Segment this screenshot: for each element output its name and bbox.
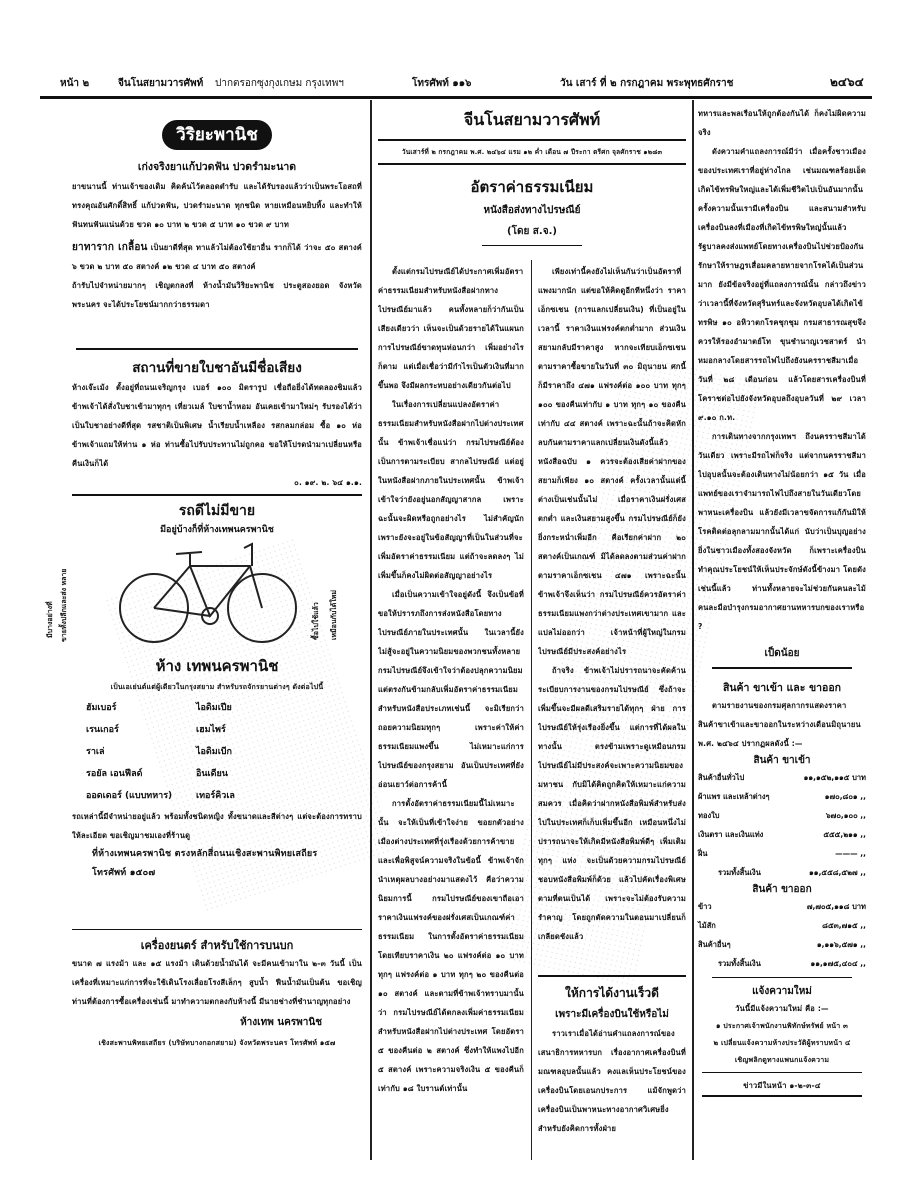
column-divider xyxy=(531,260,532,1160)
side-caption-left: มีบางอย่างที่ xyxy=(46,601,54,638)
store-phone: โทรศัพท์ ๑๕๐๗ xyxy=(92,868,156,878)
box-note: ข่าวมีในหน้า ๑-๒-๓-๔ xyxy=(743,1081,821,1090)
phone: โทรศัพท์ ๑๑๖ xyxy=(412,78,472,89)
imports-table xyxy=(698,768,866,882)
column-divider xyxy=(370,100,372,1160)
ad-sub: ยาทาราก เกลื้อน เป็นยาดีที่สุด ทาแล้วไม่ต้องใช้ยาอื่น รากก็ได้ ว่าจะ ๕๐ สตางค์ ๖ ขวด ๒ บาท ๕๐ สตางค์ ๑๒ ขวด ๔ บาท ๕๐ สตางค์ ถ้ารับไปจำหน่ายมากๆ เชิญตกลงที่ ห้างน้ำมันวิริยะพานิช ประตูสองยอด จังหวัดพระนคร จะได้ประโยชน์มากกว่าธรรมดา xyxy=(72,238,362,314)
section-rule xyxy=(702,1095,862,1097)
issue-date: วัน เสาร์ ที่ ๒ กรกฎาคม พระพุทธศักราช xyxy=(560,78,734,89)
table-row: สินค้าอื่นทั่วไป ๑๑,๑๕๒,๑๑๕ บาท xyxy=(698,773,866,782)
paper-name: จีนโนสยามวารศัพท์ xyxy=(118,78,204,89)
header-rule xyxy=(40,96,872,99)
table-row: ทองใบ ๖๗๐,๑๐๐ ,, xyxy=(698,811,866,820)
middle-column xyxy=(378,104,686,254)
article-continuation: ทหารและพลเรือนให้ถูกต้องกันได้ ก็คงไม่ผิดความจริง ดังความคำแถลงการณ์มีว่า เมื่อครั้งชาวเมืองของประเทศเราที่อยู่ห่างไกล เช่นมณฑลร้อยเอ็ดเกิดไข้ทรพิษใหญ่และได้เพิ่มชีวิตไปเป็นอันมากนั้น ครั้งความนั้นเรามีเครื่องบิน และสนามสำหรับเครื่องบินลงที่เมืองที่เกิดไข้ทรพิษใหญ่นั้นแล้ว รัฐบาลคงส่งแพทย์โดยทางเครื่องบินไปช่วยป้องกันรักษาให้ราษฎรเสื่อมคลายหายจากโรคได้เป็นส่วนมาก ยังมีข้อจริงอยู่ที่แถลงการณ์นั้น กล่าวถึงข่าวว่าเวลานี้ที่จังหวัดสุรินทร์และจังหวัดอุบลได้เกิดไข้ทรพิษ ๑๐ อหิวาตกโรคชุกชุม กรมสาธารณสุขจึงควรให้รองอำมาตย์โท ขุนชำนาญเวชสาตร์ นำหมอกลางโดยสารรถไฟไปถึงยังนครราชสีมาเมื่อวันที่ ๒๘ เดือนก่อน แล้วโดยสารเครื่องบินที่โคราชต่อไปยังจังหวัดอุบลถึงอุบลวันที่ ๒๙ เวลา ๙.๑๐ ก.ท. การเดินทางจากกรุงเทพฯ ถึงนครราชสีมาได้วันเดียว เพราะมีรถไฟก็จริง แต่จากนครราชสีมาไปอุบลนั้นจะต้องเดินทางไม่น้อยกว่า ๑๕ วัน เมื่อแพทย์ของเราจำมารถไฟไปถึงสายในวันเดียวโดยพาหนะเครื่องบิน แล้วยังมีเวลาขจัดการแก้กันมิให้โรคติดต่อลุกลามมากนั้นได้แก่ นับว่าเป็นบุญอย่างยิ่งในชาวเมืองทั้งสองจังหวัด ก็เพราะเครื่องบินทำคุณประโยชน์ให้เห็นประจักษ์ดังนี้ข้างมา โดยดังเช่นนี้แล้ว ท่านทั้งหลายจะไม่ช่วยกันคนละไม้คนละมือบำรุงกรมอากาศยานทหารบกของเราหรือ ? xyxy=(698,109,866,631)
address: ปากตรอกซุงกุงเกษม กรุงเทพฯ xyxy=(215,78,344,89)
brand-item: เฮมไพร์ xyxy=(196,725,226,735)
section-rule xyxy=(72,494,362,496)
byline: (โดย ส.จ.) xyxy=(507,226,557,237)
article-col-a: ตั้งแต่กรมไปรษณีย์ได้ประกาศเพิ่มอัตราค่าธรรมเนียมสำหรับหนังสือฝากทางไปรษณีย์มาแล้ว คนทั้งหลายก็ว่ากันเป็นเสียงเดียวว่า เห็นจะเป็นด้วยรายได้ในแผนกการไปรษณีย์ขาดทุนห่อนกว่า เพิ่มอย่างไรก็ตาม แต่เมื่อเชื่อว่ามีกำไรเป็นตัวเงินที่มากขึ้นพอ จึงมีผลกระทบอย่างเดียวกันต่อไป ในเรื่องการเปลี่ยนแปลงอัตราค่าธรรมเนียมสำหรับหนังสือฝากไปต่างประเทศนั้น ข้าพเจ้าเชื่อแน่ว่า กรมไปรษณีย์ต้องเป็นการตามระเบียบ สากลไปรษณีย์ แต่อยู่ในหนังสือฝากภายในประเทศนั้น ข้าพเจ้าเข้าใจว่ายังอยู่นอกสัญญาสากล เพราะฉะนั้นจะผิดหรือถูกอย่างไร ไม่สำคัญนัก เพราะยังจะอยู่ในข้อสัญญาที่เป็นในส่วนที่จะเพิ่มอัตราค่าธรรมเนียม แต่ถ้าจะลดลงๆ ไม่เพิ่มขึ้นก็คงไม่ผิดต่อสัญญาอย่างไร เมื่อเป็นความเข้าใจอยู่ดังนี้ จึงเป็นข้อที่ขอให้ปรารภถึงการส่งหนังสือโดยทางไปรษณีย์ภายในประเทศนั้น ในเวลานี้ยังไม่สู้จะอยู่ในความนิยมของพวกชนทั้งหลาย กรมไปรษณีย์จึงเข้าใจว่าต้องปลุกความนิยม แต่ตรงกันข้ามกลับเพิ่มอัตราค่าธรรมเนียมสำหรับหนังสือประเภทเช่นนี้ จะมิเรียกว่าถอยความนิยมทุกๆ เพราะค่าให้ค่าธรรมเนียมแพงขึ้น ไม่เหมาะแก่การไปรษณีย์ของกรุงสยาม อันเป็นประเทศที่ยังอ่อนเยาว์ต่อการค้านี้ การตั้งอัตราค่าธรรมเนียมนี้ไม่เหมาะนั้น จะให้เป็นที่เข้าใจง่าย ขอยกตัวอย่างเมืองต่างประเทศที่รุ่งเรืองด้วยการค้าขาย และเพื่อพิสูจน์ความจริงในข้อนี้ ข้าพเจ้าจักนำเหตุผลบางอย่างมาแสดงไว้ คือว่าความนิยมการนี้ กรมไปรษณีย์ของเขาถือเอาราคาเงินแฟรงค์ของฝรั่งเศสเป็นเกณฑ์ค่าธรรมเนียม ในการตั้งอัตราค่าธรรมเนียม โดยเทียบราคาเงิน ๒๐ แฟรงค์ต่อ ๑๐ บาท ทุกๆ แฟรงค์ต่อ ๑ บาท ทุกๆ ๒๐ ของคืนต่อ ๑๐ สตางค์ และตามที่ข้าพเจ้าทราบมานั้นว่า กรมไปรษณีย์ได้ตกลงเพิ่มค่าธรรมเนียมสำหรับหนังสือฝากไปต่างประเทศ โดยอัตรา ๕ ของคืนต่อ ๒ สตางค์ ซึ่งทำให้แพงไปอีก ๕ สตางค์ เพราะความจริงเงิน ๕ ของคืนก็เท่ากับ ๑๘ ใบรานต์เท่านั้น xyxy=(378,267,524,1093)
article-signature: เป็ดน้อย xyxy=(764,648,800,659)
ad-body: ยาขนานนี้ ท่านเจ้าของเดิม คิดค้นไว้ตลอดตำรับ และได้รับรองแล้วว่าเป็นพระโอสถที่ทรงคุณอันศักดิ์สิทธิ์ แก้ปวดฟัน, ปวดรำมะนาด ทุกชนิด หายเหมือนหยิบทิ้ง และทำให้ฟันทนฟันแน่นด้วย ขวด ๑๐ บาท ๒ ขวด ๕ บาท ๑๐ ขวด ๙ บาท xyxy=(72,182,362,229)
brand-item: ราเล่ xyxy=(86,747,105,757)
ad-signature: ห้างเทพ นครพานิช xyxy=(240,1017,322,1028)
section-rule xyxy=(76,348,358,350)
brand-item: ฮัมเบอร์ xyxy=(86,703,117,713)
ad-footer: เชิงสะพานพิทยเสถียร (บริษัทบางกอกสยาม) จังหวัดพระนคร โทรศัพท์ ๑๕๗ xyxy=(98,1039,336,1047)
table-row: เงินตรา และเงินแท่ง ๕๕๕,๒๑๑ ,, xyxy=(698,830,866,839)
brand-list xyxy=(72,697,362,807)
side-caption-left: ขายทั้งปลีกและส่ง หลาย xyxy=(60,568,68,642)
bicycle-illustration xyxy=(46,536,362,654)
notice-item: ๒ เปลี่ยนแจ้งความห้างประวัติผู้ทราบหน้า ๔ xyxy=(713,1039,851,1047)
ad-title: เครื่องยนตร์ สำหรับใช้การบนบก xyxy=(140,939,294,952)
imports-title: สินค้า ขาเข้า xyxy=(753,755,811,766)
left-column xyxy=(46,110,363,1053)
table-row: ฝิ่น ——— ,, xyxy=(698,849,866,858)
notice-item: ๑ ประกาศเจ้าพนักงานพิทักษ์ทรัพย์ หน้า ๓ xyxy=(715,1022,848,1030)
brand-item: เรนเกอร์ xyxy=(86,725,119,735)
page-header xyxy=(40,72,870,94)
section-rule xyxy=(72,929,362,930)
side-caption-right: ซื้อไปใช้แล้ว xyxy=(312,602,320,640)
ad-body: รถเหล่านี้มีจำหน่ายอยู่แล้ว พร้อมทั้งชนิดหญิง ทั้งขนาดและสีต่างๆ แต่จะต้องการทราบให้ละเอียด ขอเชิญมาชมเองที่ร้านดู xyxy=(72,812,362,840)
notice-title: แจ้งความใหม่ xyxy=(752,986,812,997)
section-rule xyxy=(712,667,852,669)
ad-subtitle: มีอยู่บ้างก็ที่ห้างเทพนครพานิช xyxy=(160,525,274,535)
page-number: หน้า ๒ xyxy=(60,78,90,89)
store-desc: เป็นเอเย่นต์แต่ผู้เดียวในกรุงสยาม สำหรับรถจักรยานต่างๆ ดังต่อไปนี้ xyxy=(110,683,324,691)
exports-title: สินค้า ขาออก xyxy=(752,884,812,895)
ad-title: เก่งจริงยาแก้ปวดฟัน ปวดรำมะนาด xyxy=(137,161,297,173)
side-caption-right: เหมือนกับได้ใหม่ xyxy=(330,589,338,640)
article-title: อัตราค่าธรรมเนียม xyxy=(470,178,594,196)
section-rule xyxy=(538,975,686,977)
ad-sub-title: ยาทาราก เกลื้อน xyxy=(72,242,148,253)
table-row: สินค้าอื่นๆ ๑,๑๑๖,๕๗๑ ,, xyxy=(698,940,866,949)
brand-item: ไอดิมเปีย xyxy=(196,703,232,713)
brand-item: ไอดิมเบีก xyxy=(196,747,232,757)
brand-item: อินเดียน xyxy=(196,769,228,779)
brand-item: เทอร์คิวเล xyxy=(196,791,235,801)
ad-title: รถดีไม่มีขาย xyxy=(178,503,256,519)
store-name: ห้าง เทพนครพานิช xyxy=(155,657,279,675)
store-address: ที่ห้างเทพนครพานิช ตรงหลักสี่ถนนเชิงสะพานพิทยเสถียร xyxy=(92,849,318,859)
table-total-row: รวมทั้งสิ้นเงิน ๑๑,๕๕๘,๕๒๗ ,, xyxy=(718,868,866,877)
table-row: ไม้สัก ๘๕๓,๗๑๕ ,, xyxy=(698,921,866,930)
table-row: ข้าว ๗,๗๐๕,๑๑๘ บาท xyxy=(698,902,866,911)
trade-intro: ตามรายงานของกรมศุลกากรแสดงราคาสินค้าขาเข้าและขาออกในระหว่างเดือนมิถุนายน พ.ศ. ๒๔๖๔ ปรากฏผลดังนี้ :— xyxy=(698,701,861,748)
brand-item: รอยัล เอนฟีลด์ xyxy=(86,769,143,779)
dateline: วันเสาร์ที่ ๒ กรกฎาคม พ.ศ. ๒๔๖๔ แรม ๑๒ ค่ำ เดือน ๗ ปีระกา ตรีศก จุลศักราช ๑๒๘๓ xyxy=(401,148,663,156)
section-rule xyxy=(712,977,852,978)
issue-year: ๒๔๖๔ xyxy=(830,75,864,89)
notice-intro: วันนี้มีแจ้งความใหม่ คือ :— xyxy=(735,1004,829,1013)
masthead: จีนโนสยามวารศัพท์ xyxy=(463,110,601,129)
exports-table xyxy=(698,897,866,973)
article2 xyxy=(538,984,686,1138)
brand-logo: วิริยะพานิช xyxy=(162,120,272,150)
column-divider xyxy=(692,100,694,1160)
trade-title: สินค้า ขาเข้า และ ขาออก xyxy=(722,682,842,694)
ad-body: ห้างเจ๊ะเม้ง ตั้งอยู่ที่ถนนเจริญกรุง เบอร์ ๑๐๐ มิตรารูป เชื่อถือยิ่งได้ทดลองชิมแล้ว ข้าพเจ้าได้สั่งใบชาเข้ามาทุกๆ เที่ยวเมล์ ใบชาน้ำหอม อันเคยเข้ามาใหม่ๆ รับรองได้ว่าเป็นใบชาอย่างดีที่สุด รสชาติเป็นพิเศษ น้ำเรียบน้ำเหลือง รสกลมกล่อม ซื้อ ๑๐ ห่อ ข้าพเจ้าแถมให้ท่าน ๑ ห่อ ท่านซื้อไปรับประทานไม่ถูกคอ ขอให้โปรดนำมาเปลี่ยนหรือคืนเงินก็ได้ xyxy=(72,383,362,468)
ad-footer: ถ้ารับไปจำหน่ายมากๆ เชิญตกลงที่ ห้างน้ำมันวิริยะพานิช ประตูสองยอด จังหวัดพระนคร จะได้ประโยชน์มากกว่าธรรมดา xyxy=(72,281,362,309)
brand-item: ออดเดอร์ (แบบทหาร) xyxy=(86,791,173,801)
masthead-rule xyxy=(378,139,686,141)
article-subtitle: หนังสือส่งทางไปรษณีย์ xyxy=(483,205,581,216)
section-rule xyxy=(702,1072,862,1073)
bicycle-icon xyxy=(112,538,302,650)
notice-item: เชิญพลิกดูทางแพนกแจ้งความ xyxy=(734,1056,830,1064)
title-rule xyxy=(482,245,582,246)
article2-body: ราวเราเมื่อได้อ่านคำแถลงการณ์ของเสนาธิการทหารบก เรื่องอากาศเครื่องบินที่มณฑลอุบลนั้นแล้ว คงแลเห็นประโยชน์ของเครื่องบินโดยเอนกประการ แม้จักพูดว่าเครื่องบินเป็นพาหนะทางอากาศวิเศษยิ่ง สำหรับยังคิดการทั้งฝ่าย xyxy=(538,1029,686,1133)
ad-title: สถานที่ขายใบชาอันมีชื่อเสียง xyxy=(132,360,302,376)
table-total-row: รวมทั้งสิ้นเงิน ๑๑,๑๗๕,๔๐๔ ,, xyxy=(718,959,866,968)
right-column xyxy=(698,104,866,1097)
table-row: ผ้าแพร และเหล้าต่างๆ ๑๗๐,๘๐๑ ,, xyxy=(698,792,866,801)
article-col-b: เพียงเท่านี้คงยังไม่เห็นกันว่าเป็นอัตราที่แพงมากนัก แต่ขอให้คิดดูอีกทีหนึ่งว่า ราคาเอ็กซเชน (การแลกเปลี่ยนเงิน) ที่เป็นอยู่ในเวลานี้ ราคาเงินแฟรงค์ตกต่ำมาก ส่วนเงินสยามกลับมีราคาสูง หากจะเทียบเอ็กซเชนตามราคาซื้อขายในวันที่ ๓๐ มิถุนายน ศกนี้ ก็มีราคาถึง ๔๗๑ แฟรงค์ต่อ ๑๐๐ บาท ทุกๆ ๑๐๐ ของคืนเท่ากับ ๑ บาท ทุกๆ ๑๐ ของคืนเท่ากับ ๔๔ สตางค์ เพราะฉะนั้นถ้าจะคิดหักลบกันตามราคาแลกเปลี่ยนเงินดังนี้แล้ว หนังสือฉบับ ๑ ควรจะต้องเสียค่าฝากของสยามก็เพียง ๑๐ สตางค์ ครั้งเวลานั้นแต่นี้ต่างเป็นเช่นนั้นไม่ เมื่อราคาเงินฝรั่งเศสตกต่ำ และเงินสยามสูงขึ้น กรมไปรษณีย์ก็ยังยิ่งกระหน่ำเพิ่มอีก คือเรียกค่าฝาก ๒๐ สตางค์เป็นเกณฑ์ มิได้ลดลงตามส่วนค่าฝากตามราคาเอ็กซเชน ๔๗๑ เพราะฉะนั้นข้าพเจ้าจึงเห็นว่า กรมไปรษณีย์ควรอัตราค่าธรรมเนียมแพงกว่าต่างประเทศเขามาก และแปลไม่ออกว่า เจ้าหน้าที่ผู้ใหญ่ในกรมไปรษณีย์มีประสงค์อย่างไร ถ้าจริง ข้าพเจ้าไม่ปรารถนาจะคัดค้านระเบียบการงานของกรมไปรษณีย์ ซึ่งถ้าจะเพิ่มขึ้นจะมีผลดีเสริมรายได้ทุกๆ ฝ่าย การไปรษณีย์ให้รุ่งเรืองยิ่งขึ้น แต่การที่ได้ผลในทางนั้น ตรงข้ามเพราะดูเหมือนกรมไปรษณีย์ไม่มีประสงค์จะเพาะความนิยมของมหาชน กับมิได้คิดถูกคิดให้เหมาะแก่ความสมควร เมื่อคิดว่าฝากหนังสือพิมพ์สำหรับส่งไปในประเทศก็เก็บเพิ่มขึ้นอีก เหมือนหนึ่งไม่ปรารถนาจะให้เกิดมีหนังสือพิมพ์ดีๆ เพิ่มเติมทุกๆ แห่ง จะเป็นด้วยความกรมไปรษณีย์ชอบหนังสือพิมพ์ก็ด้วย แล้วไปคัดเรื่องพิเศษตามที่ตนเป็นได้ เพราะจะไม่ต้องรับความรำคาญ โดยถูกตัดความในตอนมาเปลี่ยนก็เกลียดชังแล้ว xyxy=(538,267,686,941)
ad-ref: ๐. ๑๙. ๒. ๖๔ ๑.๑. xyxy=(294,478,362,487)
masthead-rule xyxy=(378,163,686,165)
article2-subtitle: เพราะมีเครื่องบินใช้หรือไม่ xyxy=(555,1009,669,1020)
article2-title: ให้การได้งานเร็วดี xyxy=(565,986,659,1000)
ad-body: ขนาด ๗ แรงม้า และ ๑๕ แรงม้า เดินด้วยน้ำมันได้ จะมีคนเข้ามาใน ๒-๓ วันนี้ เป็นเครื่องที่เหมาะแก่การที่จะใช้เดินโรงเลื่อยโรงสีเล็กๆ สูบน้ำ ฟืนน้ำมันเป็นต้น ขอเชิญท่านที่ต้องการซื้อเครื่องเช่นนี้ มาทำความตกลงกับห้างนี้ มีนายช่างที่ชำนาญทุกอย่าง xyxy=(72,959,362,1006)
